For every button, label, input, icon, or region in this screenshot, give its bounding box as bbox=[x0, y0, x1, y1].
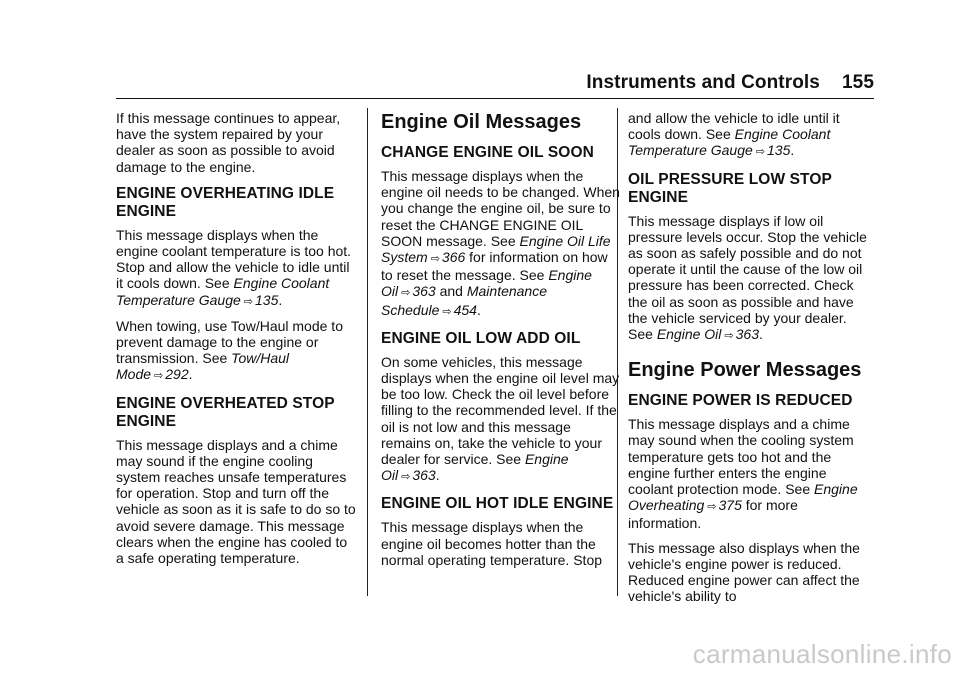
cross-reference-link[interactable]: Engine Oil bbox=[381, 451, 569, 484]
page-ref-arrow-icon: ⇨ bbox=[755, 146, 766, 159]
cross-reference-link[interactable]: Maintenance Schedule bbox=[381, 283, 548, 318]
text: for more information. bbox=[628, 497, 798, 532]
text: This message displays when the engine coolant temperature is too hot. Stop and allow the vehicle to idle until it cools down. See bbox=[116, 226, 352, 292]
text: This message displays and a chime may sound when the cooling system temperature gets too hot and the engine further enters the engine coolant protection mode. See bbox=[628, 416, 854, 498]
text: and allow the vehicle to idle until it cools down. See bbox=[628, 110, 840, 143]
header-rule bbox=[116, 98, 874, 99]
heading-oil-pressure-low: OIL PRESSURE LOW STOP ENGINE bbox=[628, 170, 832, 206]
page-number: 155 bbox=[841, 72, 874, 93]
cross-reference-link[interactable]: Engine Overheating bbox=[628, 481, 858, 514]
paragraph: If this message continues to appear, have the system repaired by your dealer as soon as possible to avoid damage to the engine. bbox=[116, 110, 341, 175]
paragraph: This message also displays when the vehicle's engine power is reduced. Reduced engine power can affect the vehicle's ability to bbox=[628, 539, 860, 605]
page-ref-arrow-icon: ⇨ bbox=[401, 287, 411, 300]
cross-reference-link[interactable]: Engine Coolant Temperature Gauge bbox=[628, 126, 831, 159]
paragraph: This message displays when the engine oil needs to be changed. When you change the engine oil, be sure to reset the CHANGE ENGINE OIL SOON message. See Engine Oil Life System ⇨ 366 for information on how to reset the message. See Engine Oil ⇨ 363 and Maintenance Schedule ⇨ 454. bbox=[381, 168, 620, 318]
page-ref[interactable]: 292 bbox=[165, 366, 189, 383]
paragraph: This message displays when the engine coolant temperature is too hot. Stop and allow the vehicle to idle until it cools down. See Engine Coolant Temperature Gauge ⇨ 135. bbox=[116, 226, 352, 308]
paragraph: and allow the vehicle to idle until it cools down. See Engine Coolant Temperature Gauge ⇨ 135. bbox=[628, 110, 840, 159]
page-ref[interactable]: 454 bbox=[453, 301, 477, 318]
column-3 bbox=[628, 110, 868, 612]
heading-engine-power-reduced: ENGINE POWER IS REDUCED bbox=[628, 392, 853, 410]
column-1 bbox=[116, 110, 356, 574]
paragraph: On some vehicles, this message displays when the engine oil level may be too low. Check the oil level before filling to the recommended level. If the oil is not low and this message remains on, take the vehicle to your dealer for service. See Engine Oil ⇨ 363. bbox=[381, 353, 620, 484]
page-ref[interactable]: 363 bbox=[412, 467, 436, 484]
heading-oil-hot: ENGINE OIL HOT IDLE ENGINE bbox=[381, 495, 614, 513]
text: On some vehicles, this message displays when the engine oil level may be too low. Check the oil level before filling to the recommended level. If the oil is not low and this message remains on, take the vehicle to your dealer for service. See bbox=[381, 353, 620, 468]
text: This message displays when the engine oil needs to be changed. When you change the engine oil, be sure to reset the CHANGE ENGINE OIL SOON message. See bbox=[381, 168, 620, 249]
cross-reference-link[interactable]: Tow/Haul Mode bbox=[116, 350, 290, 383]
heading-oil-low: ENGINE OIL LOW ADD OIL bbox=[381, 329, 581, 347]
page-ref-arrow-icon: ⇨ bbox=[707, 501, 717, 514]
heading-change-engine-oil: CHANGE ENGINE OIL SOON bbox=[381, 144, 594, 161]
paragraph bbox=[628, 416, 868, 531]
heading-overheated-stop: ENGINE OVERHEATED STOP ENGINE bbox=[116, 394, 335, 430]
text: for information on how to reset the message. See bbox=[381, 249, 608, 284]
page-ref[interactable]: 363 bbox=[735, 326, 759, 343]
heading-overheating-idle: ENGINE OVERHEATING IDLE ENGINE bbox=[116, 184, 335, 220]
page-header bbox=[586, 72, 874, 94]
section-heading-engine-power-messages: Engine Power Messages bbox=[628, 359, 862, 382]
page-ref[interactable]: 135 bbox=[767, 142, 791, 159]
cross-reference-link[interactable]: Engine Oil bbox=[381, 267, 592, 300]
text: When towing, use Tow/Haul mode to prevent damage to the engine or transmission. See bbox=[116, 317, 343, 367]
cross-reference-link[interactable]: Engine Coolant Temperature Gauge bbox=[116, 275, 330, 308]
page-ref[interactable]: 363 bbox=[412, 283, 436, 300]
paragraph: This message displays when the engine oil becomes hotter than the normal operating temperature. Stop bbox=[381, 519, 603, 568]
column-2 bbox=[381, 110, 621, 576]
page-ref[interactable]: 366 bbox=[441, 249, 466, 266]
section-title: Instruments and Controls bbox=[586, 72, 820, 93]
page-ref-arrow-icon: ⇨ bbox=[430, 253, 440, 266]
cross-reference-link[interactable]: Engine Oil bbox=[656, 326, 722, 343]
page-ref-arrow-icon: ⇨ bbox=[154, 370, 164, 383]
paragraph: When towing, use Tow/Haul mode to prevent damage to the engine or transmission. See Tow/Haul Mode ⇨ 292. bbox=[116, 317, 343, 383]
page-ref-arrow-icon: ⇨ bbox=[724, 330, 734, 343]
text: This message displays if low oil pressure levels occur. Stop the vehicle as soon as safely possible and do not operate it until the cause of the low oil pressure has been corrected. Check the oil as soon as possible and have the vehicle serviced by your dealer. See bbox=[628, 212, 867, 343]
column-divider bbox=[367, 108, 368, 596]
page-ref-arrow-icon: ⇨ bbox=[243, 295, 254, 308]
cross-reference-link[interactable]: Engine Oil Life System bbox=[381, 232, 611, 266]
paragraph: This message displays if low oil pressure levels occur. Stop the vehicle as soon as safely possible and do not operate it until the cause of the low oil pressure has been corrected. Check the oil as soon as possible and have the vehicle serviced by your dealer. See Engine Oil ⇨ 363. bbox=[628, 212, 867, 343]
text: and bbox=[435, 283, 467, 300]
watermark: carmanualsonline.info bbox=[692, 639, 952, 669]
paragraph: This message displays and a chime may sound if the engine cooling system reaches unsafe temperatures for operation. Stop and turn off the vehicle as soon as it is safe to do so to avoid severe damage. This message clears when the engine has cooled to a safe operating temperature. bbox=[116, 436, 356, 567]
section-heading-engine-oil-messages: Engine Oil Messages bbox=[381, 111, 582, 133]
page-ref[interactable]: 375 bbox=[718, 497, 742, 514]
page-ref[interactable]: 135 bbox=[255, 291, 279, 308]
page-ref-arrow-icon: ⇨ bbox=[442, 305, 452, 318]
page-ref-arrow-icon: ⇨ bbox=[401, 471, 411, 484]
